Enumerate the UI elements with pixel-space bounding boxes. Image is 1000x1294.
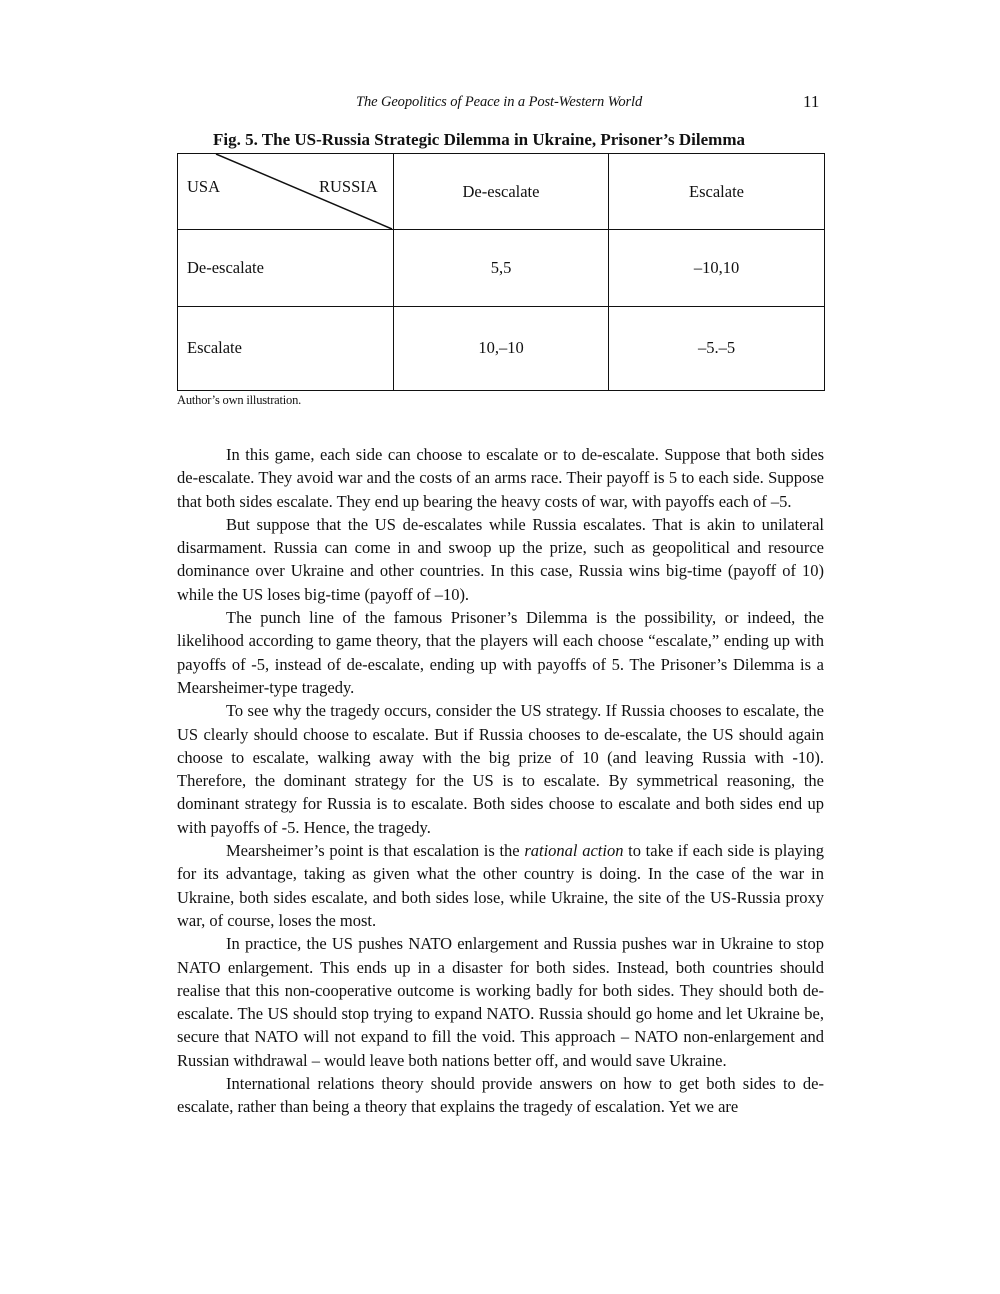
payoff-matrix (177, 153, 825, 391)
payoff-cell: –5.–5 (609, 306, 825, 390)
paragraph: In practice, the US pushes NATO enlargement and Russia pushes war in Ukraine to stop NATO enlargement. This ends up in a disaster for both sides. Instead, both countries should realise that this non-cooperative outcome is working badly for both sides. They should both de-escalate. The US should stop trying to expand NATO. Russia should go home and let Ukraine be, secure that NATO will not expand to fill the void. This approach – NATO non-enlargement and Russian withdrawal – would leave both nations better off, and would save Ukraine. (177, 934, 824, 1070)
running-title: The Geopolitics of Peace in a Post-Western World (356, 94, 643, 110)
header-row (178, 154, 825, 230)
row-player-label: USA (187, 177, 221, 196)
paragraph (177, 839, 824, 932)
payoff-cell: –10,10 (609, 230, 825, 306)
figure-caption: Fig. 5. The US-Russia Strategic Dilemma in Ukraine, Prisoner’s Dilemma (213, 130, 745, 149)
payoff-cell: 10,–10 (394, 306, 609, 390)
corner-cell (178, 154, 394, 230)
emphasis-text: rational action (524, 841, 624, 861)
payoff-cell: 5,5 (394, 230, 609, 306)
paragraph: The punch line of the famous Prisoner’s Dilemma is the possibility, or indeed, the likelihood according to game theory, that the players will each choose “escalate,” ending up with payoffs of -5, instead of de-escalate, ending up with payoffs of 5. The Prisoner’s Dilemma is a Mearsheimer-type tragedy. (177, 608, 824, 697)
column-player-label: RUSSIA (319, 177, 378, 196)
figure-source-note: Author’s own illustration. (177, 393, 302, 407)
running-header (0, 92, 1000, 114)
paragraph: International relations theory should provide answers on how to get both sides to de-escalate, rather than being a theory that explains the tragedy of escalation. Yet we are (177, 1074, 824, 1117)
paragraph-text: to take if each side is playing for its advantage, taking as given what the other country is doing. In the case of the war in Ukraine, both sides escalate, and both sides lose, while Ukraine, the site of the US-Russia proxy war, of course, loses the most. (177, 841, 825, 930)
body-text (177, 443, 824, 1119)
column-header-deescalate: De-escalate (394, 154, 609, 230)
page-number: 11 (803, 92, 820, 111)
row-header-deescalate: De-escalate (178, 230, 394, 306)
paragraph: But suppose that the US de-escalates while Russia escalates. That is akin to unilateral disarmament. Russia can come in and swoop up the prize, such as geopolitical and resource dominance over Ukraine and other countries. In this case, Russia wins big-time (payoff of 10) while the US loses big-time (payoff of –10). (177, 514, 824, 604)
table-row (178, 306, 825, 390)
paragraph: To see why the tragedy occurs, consider the US strategy. If Russia chooses to escalate, the US clearly should choose to escalate. But if Russia chooses to de-escalate, the US should again choose to escalate, walking away with the big prize of 10 (and leaving Russia with -10). Therefore, the dominant strategy for the US is to escalate. By symmetrical reasoning, the dominant strategy for Russia is to escalate. Both sides choose to escalate and both sides end up with payoffs of -5. Hence, the tragedy. (177, 701, 824, 837)
paragraph-text: Mearsheimer’s point is that escalation is the (226, 841, 525, 861)
table-row (178, 230, 825, 306)
row-header-escalate: Escalate (178, 306, 394, 390)
paragraph: In this game, each side can choose to escalate or to de-escalate. Suppose that both sides de-escalate. They avoid war and the costs of an arms race. Their payoff is 5 to each side. Suppose that both sides escalate. They end up bearing the heavy costs of war, with payoffs each of –5. (177, 445, 824, 511)
column-header-escalate: Escalate (609, 154, 825, 230)
